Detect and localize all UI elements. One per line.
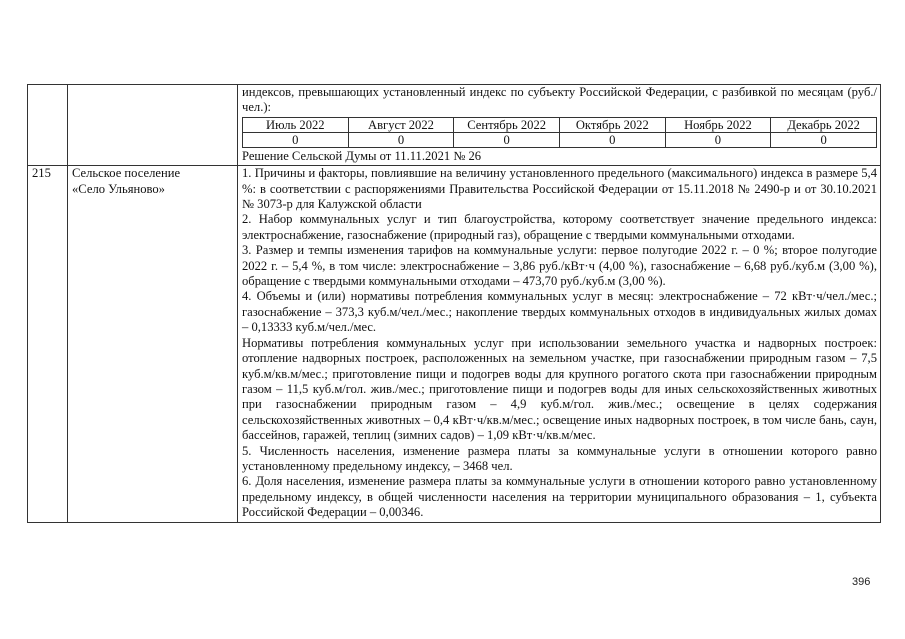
indices-table	[27, 84, 881, 523]
page-number: 396	[852, 576, 871, 588]
continued-intro-text: индексов, превышающих установленный индекс по субъекту Российской Федерации, с разбивкой по месяцам (руб./чел.):	[242, 85, 877, 115]
month-value: 0	[348, 132, 454, 147]
month-header: Декабрь 2022	[771, 117, 877, 132]
table-row-215	[28, 166, 881, 522]
decision-reference: Решение Сельской Думы от 11.11.2021 № 26	[242, 148, 482, 163]
monthly-indices-table	[242, 117, 877, 148]
month-value: 0	[454, 132, 560, 147]
paragraph-population: 5. Численность населения, изменение размера платы за коммунальные услуги в отношении которого равно установленному предельному индексу, – 3468 чел.	[242, 443, 877, 473]
month-header: Ноябрь 2022	[665, 117, 771, 132]
month-value: 0	[665, 132, 771, 147]
months-values-row	[243, 132, 877, 147]
month-header: Сентябрь 2022	[454, 117, 560, 132]
month-header: Август 2022	[348, 117, 454, 132]
row-number-cell: 215	[28, 166, 68, 522]
month-value: 0	[559, 132, 665, 147]
table-row-continued	[28, 85, 881, 166]
paragraph-tariffs: 3. Размер и темпы изменения тарифов на коммунальные услуги: первое полугодие 2022 г. – 0 %; второе полугодие 2022 г. – 5,4 %, в том числе: электроснабжение – 3,86 руб./кВт·ч (4,00 %), газоснабжение – 6,68 руб./куб.м (3,00 %), обращение с твердыми коммунальными отходами – 473,70 руб./куб.м (3,00 %).	[242, 243, 877, 289]
month-header: Июль 2022	[243, 117, 349, 132]
month-value: 0	[243, 132, 349, 147]
details-cell-continued	[238, 85, 881, 166]
row-number-cell-empty	[28, 85, 68, 166]
paragraph-services-set: 2. Набор коммунальных услуг и тип благоустройства, которому соответствует значение предельного индекса: электроснабжение, газоснабжение (природный газ), обращение с твердыми коммунальными отходами.	[242, 212, 877, 242]
months-header-row	[243, 117, 877, 132]
month-header: Октябрь 2022	[559, 117, 665, 132]
paragraph-land-norms: Нормативы потребления коммунальных услуг при использовании земельного участка и надворных построек: отопление надворных построек, расположенных на земельном участке, при газоснабжении природным газом – 7,5 куб.м/кв.м/мес.; приготовление пищи и подогрев воды для крупного рогатого скота при газоснабжении природным газом – 11,5 куб.м/гол. жив./мес.; приготовление пищи и подогрев воды для иных сельскохозяйственных животных при газоснабжении природным газом – 4,9 куб.м/гол. жив./мес.; освещение в целях содержания сельскохозяйственных животных – 0,4 кВт·ч/кв.м/мес.; освещение иных надворных построек, в том числе бань, саун, бассейнов, гаражей, теплиц (зимних садов) – 1,09 кВт·ч/кв.м/мес.	[242, 335, 877, 443]
month-value: 0	[771, 132, 877, 147]
municipality-cell-empty	[68, 85, 238, 166]
municipality-name-line2: «Село Ульяново»	[72, 181, 165, 196]
paragraph-reasons: 1. Причины и факторы, повлиявшие на величину установленного предельного (максимального) индекса в размере 5,4 %: в соответствии с распоряжениями Правительства Российской Федерации от 15.11.2018 № 2490-р и от 30.10.2021 № 3073-р для Калужской области	[242, 166, 877, 212]
municipality-name-line1: Сельское поселение	[72, 166, 181, 181]
municipality-cell	[68, 166, 238, 522]
paragraph-consumption: 4. Объемы и (или) нормативы потребления коммунальных услуг в месяц: электроснабжение – 72 кВт·ч/чел./мес.; газоснабжение – 373,3 куб.м/чел./мес.; накопление твердых коммунальных отходов в индивидуальных жилых домах – 0,13333 куб.м/чел./мес.	[242, 289, 877, 335]
paragraph-population-share: 6. Доля населения, изменение размера платы за коммунальные услуги в отношении которого равно установленному предельному индексу, в общей численности населения на территории муниципального образования – 1, субъекта Российской Федерации – 0,00346.	[242, 474, 877, 520]
details-cell	[238, 166, 881, 522]
